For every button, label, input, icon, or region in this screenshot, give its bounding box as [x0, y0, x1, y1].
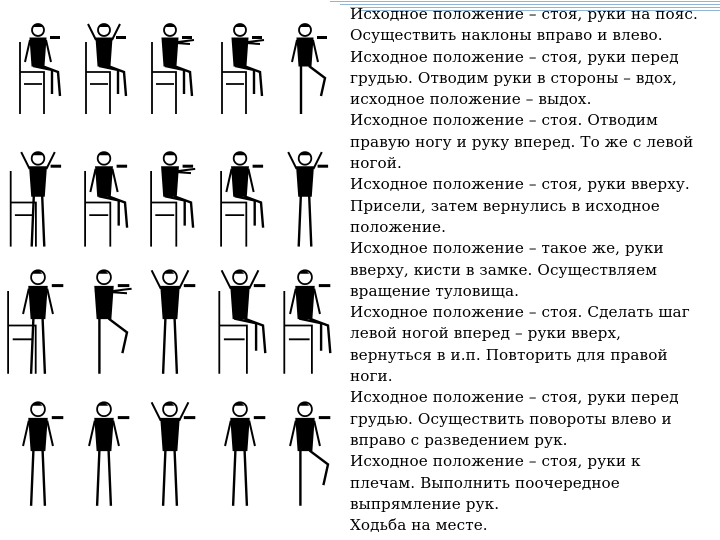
exercise-text-line: вернуться в и.п. Повторить для правой — [350, 345, 668, 364]
figure-torso — [95, 418, 113, 450]
figure-legs — [99, 319, 127, 374]
exercise-text-line: Осуществить наклоны вправо и влево. — [350, 26, 663, 45]
figure-label-mark — [182, 36, 192, 39]
figure-legs — [300, 451, 328, 506]
exercise-text-line: грудью. Отводим руки в стороны – вдох, — [350, 68, 677, 87]
exercise-text-line: вращение туловища. — [350, 281, 520, 300]
exercise-item — [350, 47, 718, 111]
figure-label-mark — [52, 416, 64, 419]
figure-legs — [165, 196, 193, 228]
figure-torso — [232, 167, 249, 196]
figure-legs — [163, 451, 177, 506]
figure-torso — [231, 286, 249, 318]
exercise-text-line: выпрямление рук. — [350, 494, 500, 513]
exercise-item — [350, 110, 718, 174]
figure-legs — [235, 196, 263, 228]
figure-legs — [32, 196, 45, 246]
figure-legs — [163, 319, 177, 374]
exercise-instructions — [350, 4, 718, 536]
figure-legs — [31, 319, 45, 374]
figure-torso — [96, 167, 113, 196]
exercise-text-line: ногой. — [350, 154, 402, 173]
figure-legs — [31, 451, 45, 506]
exercise-text-line: Исходное положение – стоя. Отводим — [350, 111, 658, 130]
figure-label-mark — [184, 284, 196, 287]
figure-label-mark — [319, 284, 331, 287]
figure-torso — [231, 418, 249, 450]
figure-label-mark — [254, 416, 265, 419]
figure-legs — [234, 319, 265, 354]
exercise-text-line: Исходное положение – стоя, руки к — [350, 452, 641, 471]
figure-torso — [297, 38, 313, 66]
exercise-item — [350, 515, 718, 536]
figure-label-mark — [183, 165, 194, 168]
exercise-text-line: Исходное положение – стоя, руки на пояс. — [350, 5, 698, 23]
exercise-item — [350, 238, 718, 302]
figure-torso — [96, 38, 112, 66]
exercise-text-line: Исходное положение – такое же, руки — [350, 239, 664, 258]
exercise-text-line: левой ногой вперед – руки вверх, — [350, 324, 622, 343]
exercise-item — [350, 302, 718, 387]
figure-torso — [30, 167, 47, 196]
exercise-text-line: плечам. Выполнить поочередное — [350, 473, 620, 492]
figure-label-mark — [50, 36, 60, 39]
figure-torso — [30, 38, 46, 66]
figure-label-mark — [253, 165, 264, 168]
figure-label-mark — [317, 36, 327, 39]
exercise-text-line: Исходное положение – стоя, руки вверху. — [350, 175, 690, 194]
figure-label-mark — [254, 284, 265, 287]
figure-label-mark — [118, 284, 130, 287]
figure-torso — [161, 418, 179, 450]
figure-label-mark — [318, 165, 329, 168]
figure-label-mark — [252, 36, 262, 39]
exercise-text-line: исходное положение – выдох. — [350, 90, 592, 109]
exercise-text-line: ноги. — [350, 367, 393, 386]
figure-legs — [33, 66, 60, 96]
figure-torso — [296, 286, 314, 318]
figure-label-mark — [52, 284, 64, 287]
figure-legs — [99, 66, 126, 96]
figure-legs — [301, 66, 325, 114]
exercise-text-line: положение. — [350, 217, 447, 236]
figure-torso — [29, 418, 47, 450]
exercise-text-line: Исходное положение – стоя, руки перед — [350, 388, 679, 407]
exercise-text-line: вверху, кисти в замке. Осуществляем — [350, 260, 658, 279]
exercise-text-line: грудью. Осуществить повороты влево и — [350, 409, 672, 428]
exercise-item — [350, 451, 718, 515]
figure-label-mark — [116, 36, 126, 39]
figure-torso — [296, 418, 314, 450]
figure-legs — [97, 451, 111, 506]
figure-legs — [235, 66, 262, 96]
exercise-text-line: Ходьба на месте. — [350, 516, 488, 535]
figure-torso — [161, 286, 179, 318]
figure-legs — [233, 451, 247, 506]
figure-label-mark — [118, 416, 130, 419]
exercise-text-line: правую ногу и руку вперед. То же с левой — [350, 132, 694, 151]
figure-legs — [99, 196, 127, 228]
figure-torso — [297, 167, 314, 196]
exercise-text-line: Присели, затем вернулись в исходное — [350, 196, 660, 215]
figure-label-mark — [51, 165, 62, 168]
exercise-text-line: Исходное положение – стоя, руки перед — [350, 47, 679, 66]
figure-label-mark — [117, 165, 128, 168]
figure-legs — [165, 66, 192, 96]
exercise-item — [350, 4, 718, 47]
exercise-figures-drawing — [0, 0, 348, 540]
figure-torso — [29, 286, 47, 318]
figure-legs — [299, 319, 330, 354]
exercise-item — [350, 174, 718, 238]
exercise-item — [350, 387, 718, 451]
exercise-text-line: Исходное положение – стоя. Сделать шаг — [350, 303, 690, 322]
exercise-illustrations — [0, 0, 348, 540]
figure-label-mark — [319, 416, 331, 419]
figure-label-mark — [184, 416, 196, 419]
figure-legs — [299, 196, 312, 246]
exercise-text-line: вправо с разведением рук. — [350, 430, 568, 449]
